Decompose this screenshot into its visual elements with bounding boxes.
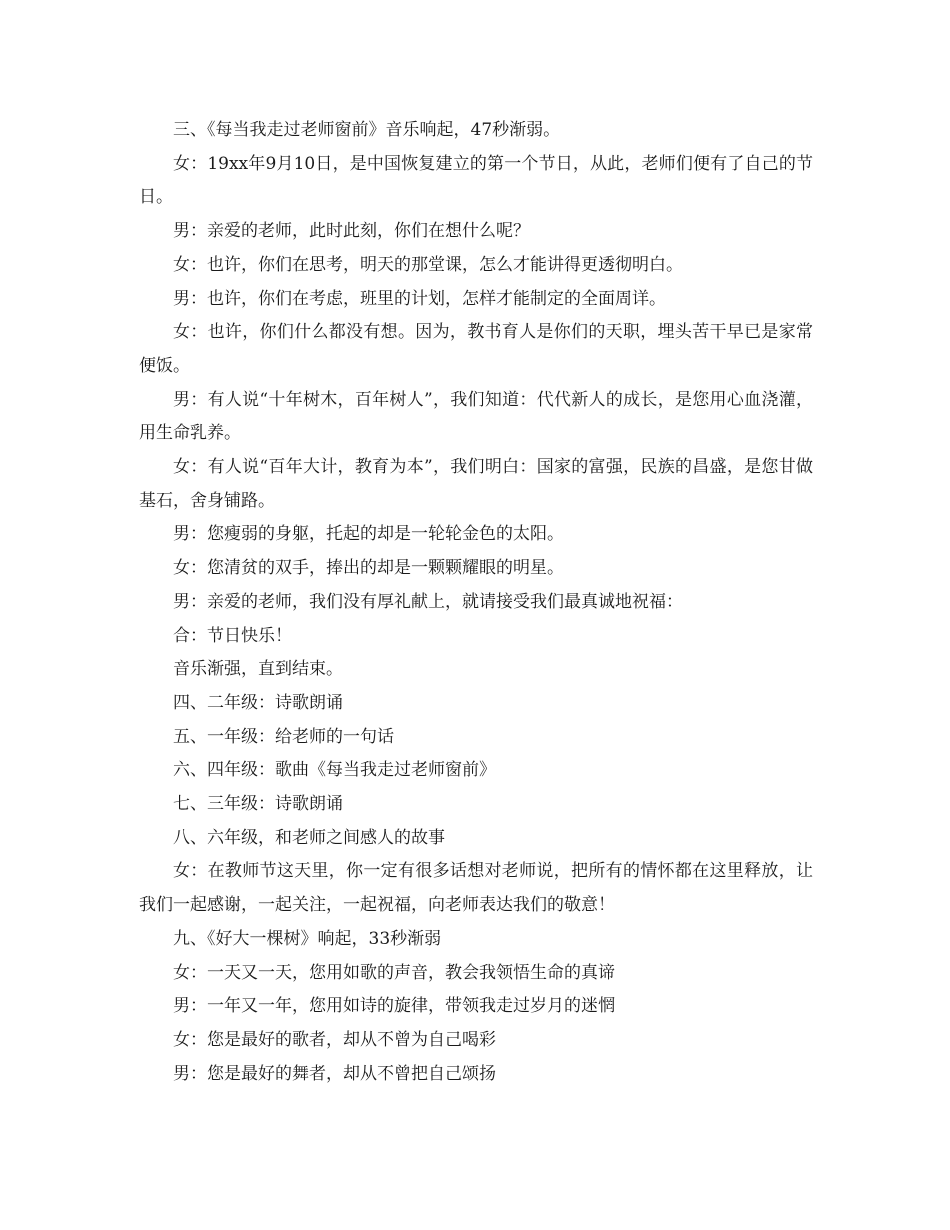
paragraph-dialogue: 男：有人说“十年树木，百年树人”，我们知道：代代新人的成长，是您用心血浇灌，用生命乳养。 [139,389,813,444]
paragraph-dialogue: 女：也许，你们在思考，明天的那堂课，怎么才能讲得更透彻明白。 [173,254,683,275]
paragraph-dialogue: 女：有人说“百年大计，教育为本”，我们明白：国家的富强，民族的昌盛，是您甘做基石，舍身铺路。 [139,457,813,511]
paragraph-dialogue: 男：一年又一年，您用如诗的旋律，带领我走过岁月的迷惘 [173,996,615,1017]
paragraph-dialogue: 女：也许，你们什么都没有想。因为，教书育人是你们的天职，埋头苦干早已是家常便饭。 [139,322,813,376]
paragraph-dialogue: 女：一天又一天，您用如歌的声音，教会我领悟生命的真谛 [173,962,615,983]
paragraph-stage-direction: 音乐渐强，直到结束。 [173,659,343,680]
paragraph-program-item-3: 三、《每当我走过老师窗前》音乐响起，47秒渐弱。 [173,120,561,140]
paragraph-dialogue: 女：19xx年9月10日，是中国恢复建立的第一个节日，从此，老师们便有了自己的节日。 [139,153,813,208]
paragraph-dialogue: 女：您清贫的双手，捧出的却是一颗颗耀眼的明星。 [173,558,564,579]
paragraph-program-item-4: 四、二年级：诗歌朗诵 [173,692,343,713]
paragraph-program-item-7: 七、三年级：诗歌朗诵 [173,794,343,815]
paragraph-program-item-8: 八、六年级，和老师之间感人的故事 [173,827,445,848]
paragraph-dialogue: 合：节日快乐！ [173,625,292,646]
paragraph-program-item-5: 五、一年级：给老师的一句话 [173,726,394,747]
paragraph-dialogue: 男：您瘦弱的身躯，托起的却是一轮轮金色的太阳。 [173,524,564,545]
paragraph-dialogue: 男：亲爱的老师，我们没有厚礼献上，就请接受我们最真诚地祝福： [173,591,683,612]
paragraph-dialogue: 女：您是最好的歌者，却从不曾为自己喝彩 [173,1029,496,1050]
paragraph-dialogue: 男：亲爱的老师，此时此刻，你们在想什么呢？ [173,221,530,242]
document-body [139,114,813,1091]
paragraph-dialogue: 女：在教师节这天里，你一定有很多话想对老师说，把所有的情怀都在这里释放，让我们一起感谢，一起关注，一起祝福，向老师表达我们的敬意！ [139,861,813,916]
paragraph-dialogue: 男：也许，你们在考虑，班里的计划，怎样才能制定的全面周详。 [173,288,666,309]
paragraph-program-item-9: 九、《好大一棵树》响起，33秒渐弱 [173,928,442,949]
paragraph-dialogue: 男：您是最好的舞者，却从不曾把自己颂扬 [173,1063,496,1084]
paragraph-program-item-6: 六、四年级：歌曲《每当我走过老师窗前》 [173,760,496,781]
